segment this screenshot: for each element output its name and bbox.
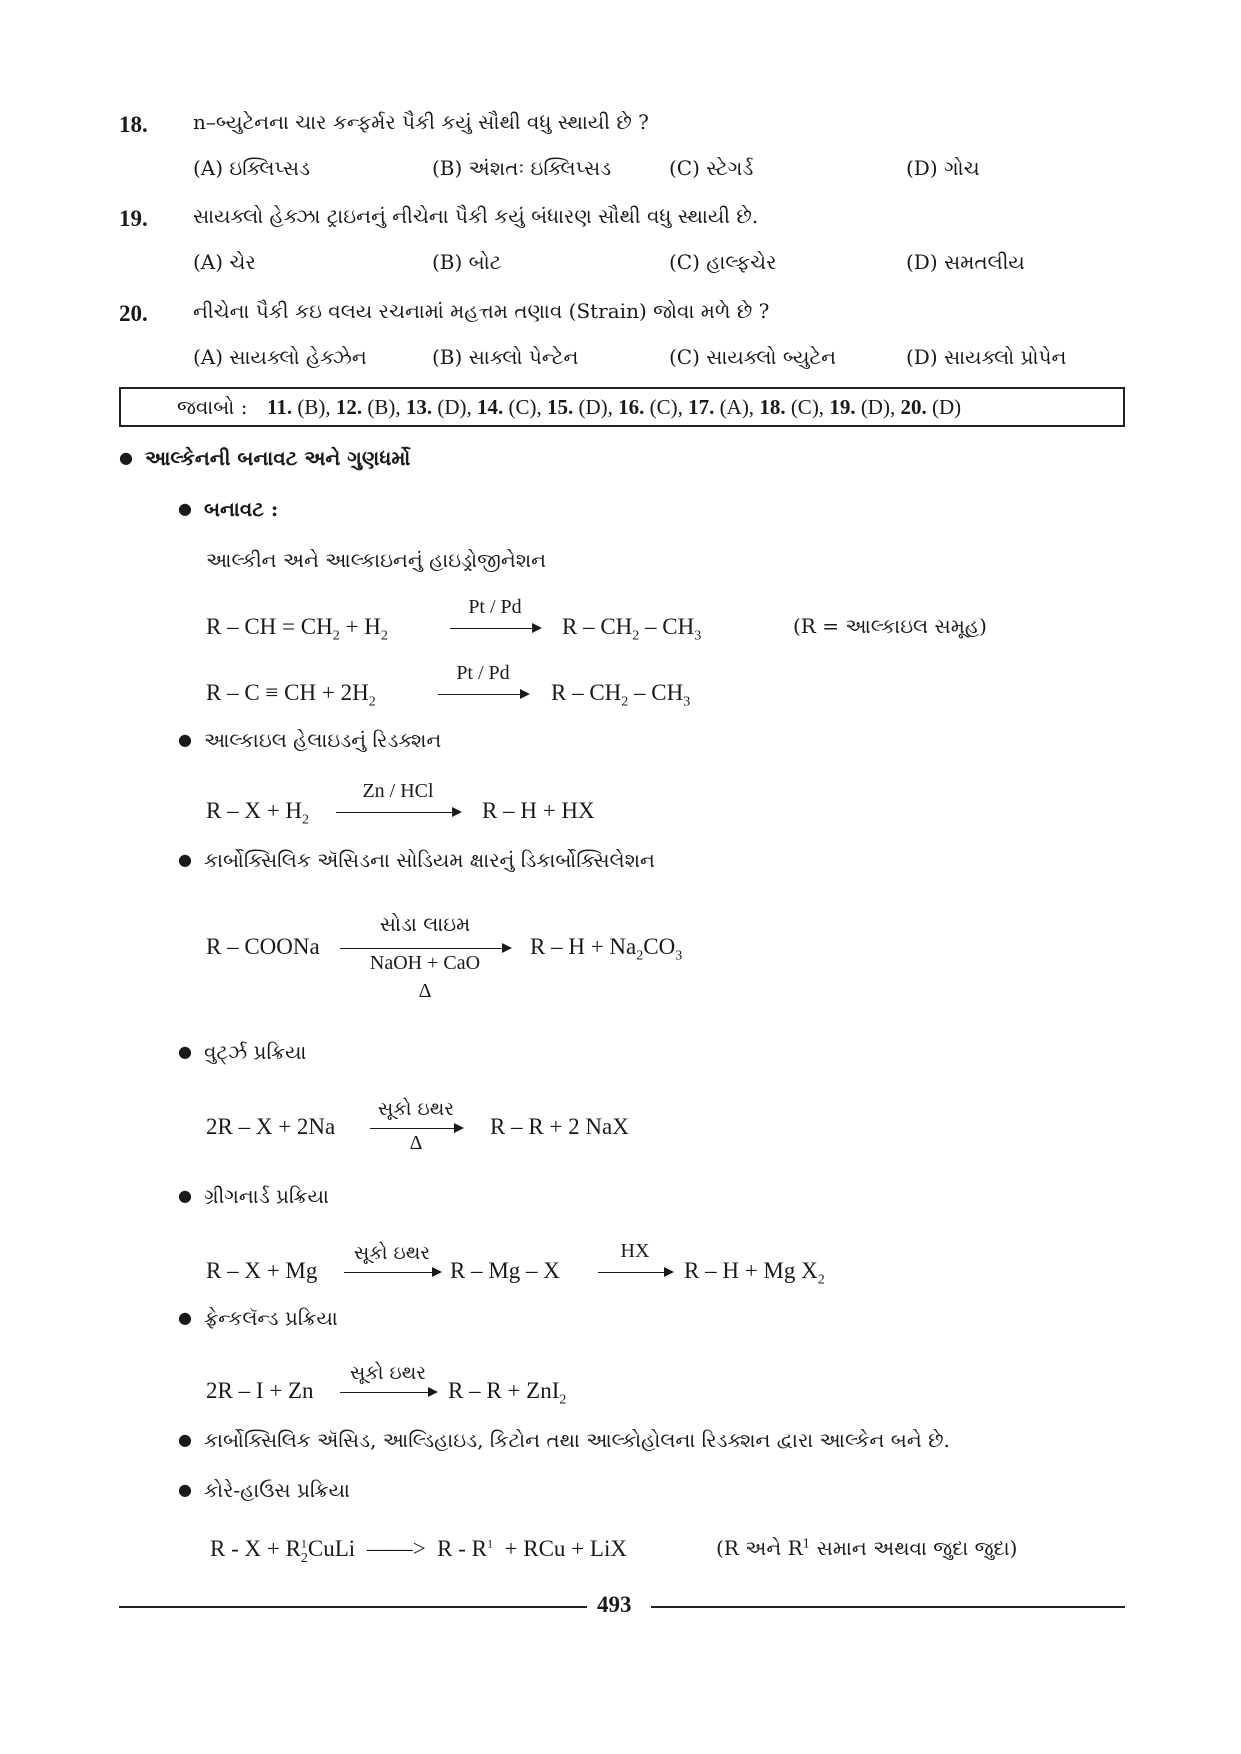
catalyst-label-1: Pt / Pd — [468, 596, 522, 618]
option-19-d: (D) સમતલીય — [906, 250, 1025, 274]
hydrogenation-title: આલ્કીન અને આલ્કાઇનનું હાઇડ્રોજીનેશન — [206, 548, 547, 572]
decarboxylation-title: ● કાર્બોક્સિલિક ઍસિડના સોડિયમ ક્ષારનું ડિકાર્બોક્સિલેશન — [178, 848, 655, 872]
reaction-arrow-4 — [340, 948, 510, 949]
reagent-label-zn-hcl: Zn / HCl — [362, 780, 434, 802]
corey-house-note: (R અને $R^1$ સમાન અથવા જુદા જુદા) — [716, 1536, 1018, 1560]
equation-decarboxylation-left: R – COONa — [206, 934, 320, 959]
equation-corey-house: $R - X + R^1_2CuLi$ ——> R - $R^1$ + RCu + LiX — [210, 1536, 627, 1566]
answer-key-label: જવાબો : — [177, 395, 248, 419]
section-heading: ● આલ્કેનની બનાવટ અને ગુણધર્મો — [119, 446, 410, 470]
option-20-b: (B) સાક્લો પેન્ટેન — [432, 345, 579, 369]
equation-grignard-left: R – X + Mg — [206, 1258, 318, 1283]
question-number-20: 20. — [119, 301, 148, 326]
option-20-d: (D) સાયક્લો પ્રોપેન — [906, 345, 1067, 369]
dry-ether-label-2: સૂકો ઇથર — [353, 1242, 431, 1264]
question-text-20: નીચેના પૈકી કઇ વલય રચનામાં મહત્તમ તણાવ (Strain) જોવા મળે છે ? — [193, 299, 770, 323]
grignard-title: ● ગ્રીગનાર્ડ પ્રક્રિયા — [178, 1184, 329, 1208]
page-number: 493 — [597, 1592, 632, 1617]
equation-alkyne-hydrogenation-right: R – $CH_2 - CH_3$ — [551, 680, 691, 710]
catalyst-label-2: Pt / Pd — [456, 662, 510, 684]
heat-symbol-2: Δ — [409, 1132, 423, 1154]
option-20-a: (A) સાયક્લો હેક્ઝેન — [193, 345, 367, 369]
naoh-cao-label: NaOH + CaO — [369, 952, 481, 974]
equation-alkyne-hydrogenation-left: R – C ≡ CH + $2H_2$ — [206, 680, 376, 710]
reaction-arrow-3 — [336, 812, 460, 813]
question-text-19: સાયક્લો હેક્ઝા ટ્રાઇનનું નીચેના પૈકી કયું બંધારણ સૌથી વધુ સ્થાયી છે. — [193, 204, 759, 228]
option-19-a: (A) ચેર — [193, 250, 256, 274]
reaction-arrow-5 — [370, 1128, 462, 1129]
option-18-a: (A) ઇક્લિપ્સડ — [193, 156, 311, 180]
footer-rule-left — [119, 1606, 587, 1608]
soda-lime-label: સોડા લાઇમ — [379, 912, 471, 936]
question-text-18: n–બ્યુટેનના ચાર કન્ફર્મર પૈકી કયું સૌથી વધુ સ્થાયી છે ? — [193, 110, 649, 134]
option-18-b: (B) અંશતઃ ઇક્લિપ્સડ — [432, 156, 612, 180]
option-18-c: (C) સ્ટેગર્ડ — [669, 156, 754, 180]
equation-reduction-left: $R - X + H_2$ — [206, 798, 310, 828]
heat-symbol-1: Δ — [418, 980, 432, 1002]
reaction-arrow-2 — [438, 694, 528, 695]
question-number-19: 19. — [119, 206, 148, 231]
frankland-title: ● ફ્રેન્કલૅન્ડ પ્રક્રિયા — [178, 1306, 338, 1330]
wurtz-title: ● વુર્ટ્ઝ પ્રક્રિયા — [178, 1040, 306, 1064]
option-20-c: (C) સાયક્લો બ્યુટેન — [669, 345, 837, 369]
question-number-18: 18. — [119, 112, 148, 137]
hx-label: HX — [620, 1240, 650, 1262]
answer-key-list: 11. (B), 12. (B), 13. (D), 14. (C), 15. (D), 16. (C), 17. (A), 18. (C), 19. (D), 20. (D) — [267, 395, 962, 419]
equation-reduction-right: R – H + HX — [482, 798, 595, 823]
alkyl-group-note: (R = આલ્કાઇલ સમૂહ) — [793, 614, 987, 638]
reaction-arrow-6 — [344, 1272, 440, 1273]
option-18-d: (D) ગોચ — [906, 156, 980, 180]
option-19-c: (C) હાલ્ફચેર — [669, 250, 777, 274]
reduction-title: ● આલ્કાઇલ હેલાઇડનું રિડક્શન — [178, 728, 441, 752]
reaction-arrow-8 — [340, 1392, 436, 1393]
subsection-heading: ● બનાવટ : — [178, 497, 278, 521]
equation-alkene-hydrogenation-right: R – $CH_2 - CH_3$ — [562, 614, 702, 644]
equation-frankland-right: R – R + ZnI$_2$ — [448, 1378, 567, 1408]
equation-alkene-hydrogenation-left: R – CH = $CH_2 + H_2$ — [206, 614, 388, 644]
equation-grignard-right: R – H + Mg $X_2$ — [684, 1258, 825, 1288]
dry-ether-label-1: સૂકો ઇથર — [377, 1098, 455, 1120]
equation-decarboxylation-right: $R - H + Na_2CO_3$ — [530, 934, 683, 964]
footer-rule-right — [651, 1606, 1125, 1608]
dry-ether-label-3: સૂકો ઇથર — [349, 1362, 427, 1384]
option-19-b: (B) બોટ — [432, 250, 502, 274]
equation-grignard-middle: R – Mg – X — [450, 1258, 560, 1283]
equation-frankland-left: 2R – I + Zn — [206, 1378, 314, 1403]
equation-wurtz-right: R – R + 2 NaX — [490, 1114, 629, 1139]
corey-house-title: ● કોરે-હાઉસ પ્રક્રિયા — [178, 1478, 350, 1502]
reduction-note: ● કાર્બોક્સિલિક ઍસિડ, આલ્ડિહાઇડ, કિટોન તથા આલ્કોહોલના રિડક્શન દ્વારા આલ્કેન બને છે. — [178, 1428, 950, 1452]
reaction-arrow-7 — [598, 1272, 672, 1273]
equation-wurtz-left: 2R – X + 2Na — [206, 1114, 336, 1139]
reaction-arrow-1 — [450, 628, 540, 629]
answer-key-box — [119, 387, 1125, 427]
